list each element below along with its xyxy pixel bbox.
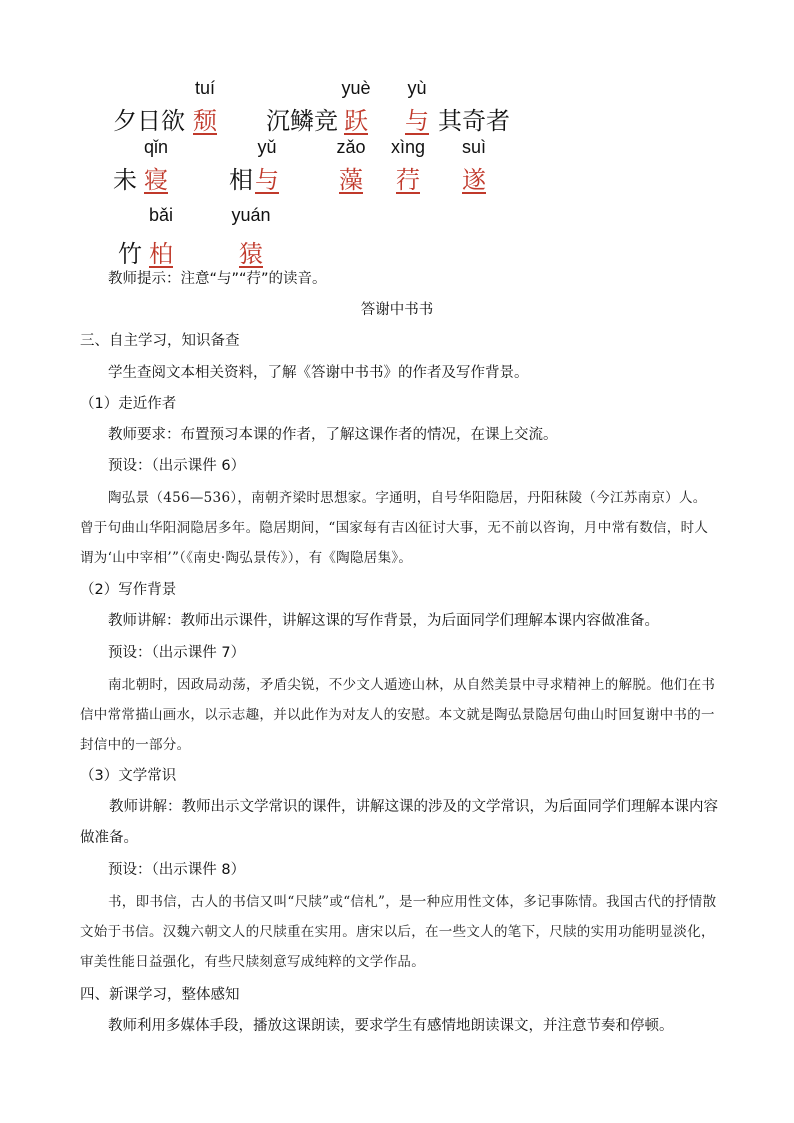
vocab-word	[336, 78, 376, 134]
highlight-char: 寝	[144, 166, 168, 194]
background-text: 南北朝时，因政局动荡，矛盾尖锐，不少文人遁迹山林，从自然美景中寻求精神上的解脱。他们在书信中常常描山画水，以示志趣，并以此作为对友人的安慰。本文就是陶弘景隐居句曲山时回复谢中书的一封信中的一部分。	[80, 677, 716, 753]
vocab-word	[190, 78, 220, 134]
vocab-line1-text-3: 其奇者	[438, 107, 510, 135]
highlight-char: 与	[255, 166, 279, 194]
pinyin: yù	[407, 78, 427, 98]
pinyin: tuí	[194, 78, 215, 98]
pinyin: qǐn	[143, 137, 169, 157]
highlight-char: 藻	[339, 166, 363, 194]
section4-heading: 四、新课学习，整体感知	[80, 987, 240, 1003]
pinyin: xìng	[390, 137, 426, 157]
teacher-lecture: 教师讲解：教师出示文学常识的课件，讲解这课的涉及的文学常识，为后面同学们理解本课内容做准备。	[80, 799, 718, 846]
vocab-word	[330, 137, 372, 193]
lesson-title: 答谢中书书	[360, 302, 434, 318]
preset-label: 预设：（出示课件 7）	[108, 645, 246, 661]
sub-heading-background: （2）写作背景	[80, 582, 177, 598]
section3-intro: 学生查阅文本相关资料，了解《答谢中书书》的作者及写作背景。	[108, 365, 529, 381]
preset-label: 预设：（出示课件 8）	[108, 862, 246, 878]
highlight-char: 荇	[396, 166, 420, 194]
teacher-lecture: 教师讲解：教师出示课件，讲解这课的写作背景，为后面同学们理解本课内容做准备。	[108, 613, 659, 629]
highlight-char: 柏	[149, 240, 173, 268]
teacher-requirement: 教师要求：布置预习本课的作者，了解这课作者的情况，在课上交流。	[108, 427, 558, 443]
vocab-line1-text-1: 夕日欲	[113, 107, 185, 135]
sub-heading-author: （1）走近作者	[80, 396, 177, 412]
vocab-word	[457, 137, 491, 193]
highlight-char: 跃	[344, 107, 368, 135]
vocab-word	[400, 78, 434, 134]
vocab-line3-text-1: 竹	[118, 240, 142, 268]
literature-text: 书，即书信，古人的书信又叫“尺牍”或“信札”，是一种应用性文体，多记事陈情。我国古代的抒情散文始于书信。汉魏六朝文人的尺牍重在实用。唐宋以后，在一些文人的笔下，尺牍的实用功能明显淡化，审美性能日益强化，有些尺牍刻意写成纯粹的文学作品。	[80, 894, 717, 970]
vocab-word	[146, 205, 176, 268]
sub-heading-literature: （3）文学常识	[80, 768, 177, 784]
highlight-char: 与	[405, 107, 429, 135]
pinyin: suì	[461, 137, 486, 157]
teacher-tip: 教师提示：注意“与”“荇”的读音。	[108, 271, 327, 287]
pinyin: yuè	[341, 78, 371, 98]
vocab-word	[385, 137, 431, 193]
vocab-line2-text-1: 未	[113, 166, 137, 194]
highlight-char: 遂	[462, 166, 486, 194]
section4-text: 教师利用多媒体手段，播放这课朗读，要求学生有感情地朗读课文，并注意节奏和停顿。	[108, 1018, 674, 1034]
preset-label: 预设：（出示课件 6）	[108, 458, 246, 474]
pinyin: bǎi	[148, 205, 174, 225]
author-bio-text: 陶弘景（456—536），南朝齐梁时思想家。字通明，自号华阳隐居，丹阳秣陵（今江苏南京）人。曾于句曲山华阳洞隐居多年。隐居期间，“国家每有吉凶征讨大事，无不前以咨询，月中常有数信，时人谓为‘山中宰相’”（《南史·陶弘景传》），有《陶隐居集》。	[80, 490, 709, 566]
vocab-word	[252, 137, 282, 193]
pinyin: zǎo	[336, 137, 366, 157]
highlight-char: 颓	[193, 107, 217, 135]
vocab-word	[228, 205, 274, 268]
pinyin: yǔ	[257, 137, 277, 157]
section3-heading: 三、自主学习，知识备查	[80, 333, 240, 349]
pinyin: yuán	[231, 205, 271, 225]
vocab-line1-text-2: 沉鳞竞	[266, 107, 338, 135]
highlight-char: 猿	[239, 240, 263, 268]
vocab-word	[141, 137, 171, 193]
vocab-line2-text-2: 相	[229, 166, 253, 194]
